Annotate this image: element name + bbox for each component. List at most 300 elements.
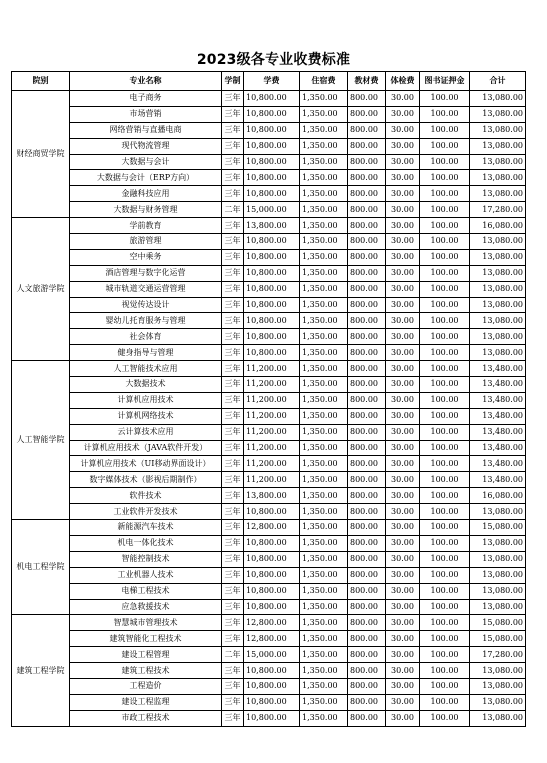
- cell-checkup: 30.00: [386, 106, 420, 122]
- cell-checkup: 30.00: [386, 520, 420, 536]
- table-row: [12, 472, 526, 488]
- college-name: 机电工程学院: [12, 520, 70, 615]
- table-row: [12, 361, 526, 377]
- cell-accommodation: 1,350.00: [300, 456, 348, 472]
- cell-library-deposit: 100.00: [420, 424, 470, 440]
- table-row: [12, 710, 526, 726]
- cell-total: 13,080.00: [470, 265, 526, 281]
- cell-major: 新能源汽车技术: [70, 520, 222, 536]
- cell-tuition: 11,200.00: [244, 424, 300, 440]
- table-row: [12, 583, 526, 599]
- cell-years: 三年: [222, 106, 244, 122]
- cell-checkup: 30.00: [386, 440, 420, 456]
- cell-total: 13,080.00: [470, 91, 526, 107]
- cell-major: 智慧城市管理技术: [70, 615, 222, 631]
- cell-textbook: 800.00: [348, 154, 386, 170]
- cell-library-deposit: 100.00: [420, 408, 470, 424]
- cell-checkup: 30.00: [386, 678, 420, 694]
- cell-years: 三年: [222, 583, 244, 599]
- cell-tuition: 10,800.00: [244, 663, 300, 679]
- cell-total: 13,480.00: [470, 424, 526, 440]
- cell-checkup: 30.00: [386, 615, 420, 631]
- cell-major: 云计算技术应用: [70, 424, 222, 440]
- table-row: [12, 694, 526, 710]
- cell-major: 智能控制技术: [70, 551, 222, 567]
- table-row: [12, 567, 526, 583]
- cell-total: 13,080.00: [470, 234, 526, 250]
- cell-major: 机电一体化技术: [70, 535, 222, 551]
- cell-checkup: 30.00: [386, 456, 420, 472]
- cell-textbook: 800.00: [348, 392, 386, 408]
- cell-accommodation: 1,350.00: [300, 694, 348, 710]
- cell-accommodation: 1,350.00: [300, 377, 348, 393]
- cell-accommodation: 1,350.00: [300, 265, 348, 281]
- cell-major: 健身指导与管理: [70, 345, 222, 361]
- cell-textbook: 800.00: [348, 599, 386, 615]
- cell-checkup: 30.00: [386, 392, 420, 408]
- cell-checkup: 30.00: [386, 202, 420, 218]
- cell-library-deposit: 100.00: [420, 313, 470, 329]
- cell-accommodation: 1,350.00: [300, 202, 348, 218]
- cell-checkup: 30.00: [386, 186, 420, 202]
- cell-textbook: 800.00: [348, 329, 386, 345]
- cell-major: 计算机应用技术（UI移动界面设计）: [70, 456, 222, 472]
- cell-checkup: 30.00: [386, 154, 420, 170]
- cell-major: 酒店管理与数字化运营: [70, 265, 222, 281]
- cell-years: 三年: [222, 218, 244, 234]
- cell-textbook: 800.00: [348, 122, 386, 138]
- cell-total: 13,080.00: [470, 122, 526, 138]
- cell-major: 软件技术: [70, 488, 222, 504]
- cell-library-deposit: 100.00: [420, 456, 470, 472]
- table-row: [12, 265, 526, 281]
- cell-major: 数字媒体技术（影视后期制作）: [70, 472, 222, 488]
- cell-tuition: 11,200.00: [244, 408, 300, 424]
- cell-major: 应急救援技术: [70, 599, 222, 615]
- cell-total: 13,080.00: [470, 281, 526, 297]
- cell-textbook: 800.00: [348, 647, 386, 663]
- cell-checkup: 30.00: [386, 504, 420, 520]
- cell-textbook: 800.00: [348, 535, 386, 551]
- cell-tuition: 10,800.00: [244, 281, 300, 297]
- cell-years: 二年: [222, 647, 244, 663]
- cell-years: 三年: [222, 551, 244, 567]
- cell-tuition: 12,800.00: [244, 631, 300, 647]
- table-row: [12, 122, 526, 138]
- cell-accommodation: 1,350.00: [300, 345, 348, 361]
- cell-tuition: 10,800.00: [244, 106, 300, 122]
- cell-total: 13,080.00: [470, 313, 526, 329]
- cell-tuition: 10,800.00: [244, 122, 300, 138]
- cell-library-deposit: 100.00: [420, 472, 470, 488]
- cell-library-deposit: 100.00: [420, 281, 470, 297]
- cell-checkup: 30.00: [386, 663, 420, 679]
- cell-major: 工业软件开发技术: [70, 504, 222, 520]
- table-row: [12, 615, 526, 631]
- col-header-years: 学制: [222, 72, 244, 91]
- cell-total: 13,080.00: [470, 154, 526, 170]
- cell-textbook: 800.00: [348, 234, 386, 250]
- table-row: [12, 170, 526, 186]
- cell-major: 大数据技术: [70, 377, 222, 393]
- cell-textbook: 800.00: [348, 218, 386, 234]
- cell-years: 三年: [222, 424, 244, 440]
- cell-major: 金融科技应用: [70, 186, 222, 202]
- cell-major: 空中乘务: [70, 249, 222, 265]
- cell-total: 15,080.00: [470, 615, 526, 631]
- cell-years: 三年: [222, 313, 244, 329]
- cell-library-deposit: 100.00: [420, 249, 470, 265]
- cell-total: 13,080.00: [470, 106, 526, 122]
- table-row: [12, 408, 526, 424]
- cell-years: 三年: [222, 122, 244, 138]
- cell-tuition: 10,800.00: [244, 567, 300, 583]
- cell-library-deposit: 100.00: [420, 91, 470, 107]
- cell-total: 13,080.00: [470, 329, 526, 345]
- cell-checkup: 30.00: [386, 710, 420, 726]
- cell-major: 婴幼儿托育服务与管理: [70, 313, 222, 329]
- cell-accommodation: 1,350.00: [300, 488, 348, 504]
- cell-checkup: 30.00: [386, 122, 420, 138]
- cell-total: 13,080.00: [470, 249, 526, 265]
- cell-accommodation: 1,350.00: [300, 535, 348, 551]
- cell-years: 二年: [222, 202, 244, 218]
- cell-accommodation: 1,350.00: [300, 138, 348, 154]
- cell-library-deposit: 100.00: [420, 361, 470, 377]
- cell-accommodation: 1,350.00: [300, 186, 348, 202]
- cell-accommodation: 1,350.00: [300, 392, 348, 408]
- cell-textbook: 800.00: [348, 313, 386, 329]
- cell-accommodation: 1,350.00: [300, 329, 348, 345]
- cell-library-deposit: 100.00: [420, 106, 470, 122]
- cell-tuition: 11,200.00: [244, 456, 300, 472]
- cell-checkup: 30.00: [386, 488, 420, 504]
- cell-library-deposit: 100.00: [420, 202, 470, 218]
- cell-years: 三年: [222, 567, 244, 583]
- cell-total: 13,080.00: [470, 345, 526, 361]
- cell-textbook: 800.00: [348, 186, 386, 202]
- cell-textbook: 800.00: [348, 361, 386, 377]
- table-row: [12, 647, 526, 663]
- cell-major: 建设工程管理: [70, 647, 222, 663]
- cell-years: 三年: [222, 615, 244, 631]
- cell-checkup: 30.00: [386, 265, 420, 281]
- cell-accommodation: 1,350.00: [300, 631, 348, 647]
- cell-tuition: 10,800.00: [244, 154, 300, 170]
- table-row: [12, 202, 526, 218]
- cell-checkup: 30.00: [386, 281, 420, 297]
- table-row: [12, 281, 526, 297]
- cell-major: 计算机应用技术: [70, 392, 222, 408]
- cell-years: 三年: [222, 138, 244, 154]
- cell-textbook: 800.00: [348, 456, 386, 472]
- table-row: [12, 313, 526, 329]
- col-header-accommodation: 住宿费: [300, 72, 348, 91]
- cell-tuition: 13,800.00: [244, 218, 300, 234]
- table-row: [12, 106, 526, 122]
- cell-accommodation: 1,350.00: [300, 218, 348, 234]
- college-name: 财经商贸学院: [12, 91, 70, 218]
- cell-textbook: 800.00: [348, 297, 386, 313]
- cell-tuition: 11,200.00: [244, 472, 300, 488]
- cell-years: 三年: [222, 456, 244, 472]
- cell-tuition: 10,800.00: [244, 678, 300, 694]
- cell-checkup: 30.00: [386, 249, 420, 265]
- cell-years: 三年: [222, 663, 244, 679]
- cell-total: 13,480.00: [470, 408, 526, 424]
- cell-library-deposit: 100.00: [420, 122, 470, 138]
- cell-textbook: 800.00: [348, 170, 386, 186]
- cell-years: 三年: [222, 520, 244, 536]
- cell-library-deposit: 100.00: [420, 377, 470, 393]
- cell-checkup: 30.00: [386, 551, 420, 567]
- cell-years: 三年: [222, 710, 244, 726]
- table-row: [12, 663, 526, 679]
- table-row: [12, 456, 526, 472]
- cell-total: 13,080.00: [470, 297, 526, 313]
- cell-total: 13,080.00: [470, 599, 526, 615]
- table-row: [12, 297, 526, 313]
- cell-textbook: 800.00: [348, 631, 386, 647]
- table-row: [12, 345, 526, 361]
- cell-major: 电子商务: [70, 91, 222, 107]
- cell-checkup: 30.00: [386, 631, 420, 647]
- cell-major: 建设工程监理: [70, 694, 222, 710]
- cell-total: 13,080.00: [470, 138, 526, 154]
- cell-tuition: 10,800.00: [244, 535, 300, 551]
- cell-library-deposit: 100.00: [420, 234, 470, 250]
- cell-library-deposit: 100.00: [420, 599, 470, 615]
- cell-years: 三年: [222, 599, 244, 615]
- cell-years: 三年: [222, 678, 244, 694]
- cell-checkup: 30.00: [386, 297, 420, 313]
- cell-years: 三年: [222, 281, 244, 297]
- cell-major: 大数据与财务管理: [70, 202, 222, 218]
- cell-total: 13,480.00: [470, 377, 526, 393]
- col-header-college: 院别: [12, 72, 70, 91]
- cell-major: 电梯工程技术: [70, 583, 222, 599]
- cell-total: 13,480.00: [470, 361, 526, 377]
- col-header-textbook: 教材费: [348, 72, 386, 91]
- cell-tuition: 11,200.00: [244, 361, 300, 377]
- col-header-total: 合计: [470, 72, 526, 91]
- cell-accommodation: 1,350.00: [300, 170, 348, 186]
- cell-library-deposit: 100.00: [420, 551, 470, 567]
- table-row: [12, 440, 526, 456]
- cell-years: 三年: [222, 297, 244, 313]
- cell-tuition: 10,800.00: [244, 170, 300, 186]
- cell-checkup: 30.00: [386, 377, 420, 393]
- cell-total: 13,080.00: [470, 186, 526, 202]
- cell-checkup: 30.00: [386, 170, 420, 186]
- cell-textbook: 800.00: [348, 567, 386, 583]
- cell-accommodation: 1,350.00: [300, 281, 348, 297]
- cell-checkup: 30.00: [386, 408, 420, 424]
- table-row: [12, 424, 526, 440]
- cell-textbook: 800.00: [348, 408, 386, 424]
- cell-checkup: 30.00: [386, 599, 420, 615]
- cell-textbook: 800.00: [348, 281, 386, 297]
- cell-accommodation: 1,350.00: [300, 424, 348, 440]
- table-row: [12, 488, 526, 504]
- cell-checkup: 30.00: [386, 234, 420, 250]
- cell-checkup: 30.00: [386, 694, 420, 710]
- cell-tuition: 15,000.00: [244, 202, 300, 218]
- cell-major: 社会体育: [70, 329, 222, 345]
- cell-checkup: 30.00: [386, 472, 420, 488]
- cell-checkup: 30.00: [386, 91, 420, 107]
- cell-years: 三年: [222, 472, 244, 488]
- cell-textbook: 800.00: [348, 551, 386, 567]
- cell-accommodation: 1,350.00: [300, 106, 348, 122]
- cell-years: 三年: [222, 535, 244, 551]
- cell-tuition: 10,800.00: [244, 249, 300, 265]
- cell-tuition: 10,800.00: [244, 710, 300, 726]
- cell-tuition: 10,800.00: [244, 329, 300, 345]
- cell-accommodation: 1,350.00: [300, 678, 348, 694]
- cell-library-deposit: 100.00: [420, 567, 470, 583]
- cell-textbook: 800.00: [348, 520, 386, 536]
- page-title: 2023级各专业收费标准: [196, 52, 351, 68]
- cell-checkup: 30.00: [386, 583, 420, 599]
- cell-textbook: 800.00: [348, 377, 386, 393]
- cell-years: 三年: [222, 265, 244, 281]
- cell-checkup: 30.00: [386, 361, 420, 377]
- cell-accommodation: 1,350.00: [300, 472, 348, 488]
- cell-textbook: 800.00: [348, 106, 386, 122]
- cell-checkup: 30.00: [386, 567, 420, 583]
- cell-library-deposit: 100.00: [420, 535, 470, 551]
- col-header-major: 专业名称: [70, 72, 222, 91]
- cell-checkup: 30.00: [386, 218, 420, 234]
- cell-tuition: 10,800.00: [244, 234, 300, 250]
- cell-total: 13,480.00: [470, 456, 526, 472]
- cell-years: 三年: [222, 154, 244, 170]
- cell-major: 工业机器人技术: [70, 567, 222, 583]
- cell-major: 建筑智能化工程技术: [70, 631, 222, 647]
- table-row: [12, 377, 526, 393]
- cell-tuition: 13,800.00: [244, 488, 300, 504]
- cell-total: 17,280.00: [470, 202, 526, 218]
- college-name: 人工智能学院: [12, 361, 70, 520]
- cell-tuition: 10,800.00: [244, 91, 300, 107]
- cell-total: 13,080.00: [470, 583, 526, 599]
- cell-textbook: 800.00: [348, 615, 386, 631]
- cell-total: 13,080.00: [470, 170, 526, 186]
- cell-library-deposit: 100.00: [420, 678, 470, 694]
- cell-checkup: 30.00: [386, 345, 420, 361]
- cell-library-deposit: 100.00: [420, 440, 470, 456]
- cell-total: 13,480.00: [470, 440, 526, 456]
- cell-years: 三年: [222, 361, 244, 377]
- cell-accommodation: 1,350.00: [300, 91, 348, 107]
- cell-library-deposit: 100.00: [420, 504, 470, 520]
- cell-library-deposit: 100.00: [420, 520, 470, 536]
- table-row: [12, 154, 526, 170]
- cell-tuition: 10,800.00: [244, 583, 300, 599]
- college-name: 建筑工程学院: [12, 615, 70, 726]
- cell-accommodation: 1,350.00: [300, 234, 348, 250]
- cell-years: 三年: [222, 440, 244, 456]
- cell-library-deposit: 100.00: [420, 186, 470, 202]
- cell-major: 市场营销: [70, 106, 222, 122]
- cell-library-deposit: 100.00: [420, 710, 470, 726]
- cell-total: 13,480.00: [470, 472, 526, 488]
- cell-accommodation: 1,350.00: [300, 520, 348, 536]
- cell-total: 13,080.00: [470, 504, 526, 520]
- cell-textbook: 800.00: [348, 504, 386, 520]
- cell-accommodation: 1,350.00: [300, 504, 348, 520]
- cell-tuition: 10,800.00: [244, 504, 300, 520]
- cell-accommodation: 1,350.00: [300, 567, 348, 583]
- cell-tuition: 15,000.00: [244, 647, 300, 663]
- cell-tuition: 11,200.00: [244, 377, 300, 393]
- cell-accommodation: 1,350.00: [300, 154, 348, 170]
- cell-accommodation: 1,350.00: [300, 297, 348, 313]
- cell-major: 计算机网络技术: [70, 408, 222, 424]
- cell-library-deposit: 100.00: [420, 154, 470, 170]
- cell-tuition: 10,800.00: [244, 551, 300, 567]
- cell-years: 三年: [222, 345, 244, 361]
- cell-years: 三年: [222, 408, 244, 424]
- cell-accommodation: 1,350.00: [300, 122, 348, 138]
- cell-total: 16,080.00: [470, 218, 526, 234]
- cell-major: 建筑工程技术: [70, 663, 222, 679]
- cell-textbook: 800.00: [348, 424, 386, 440]
- cell-tuition: 11,200.00: [244, 392, 300, 408]
- cell-total: 13,080.00: [470, 678, 526, 694]
- cell-total: 13,080.00: [470, 567, 526, 583]
- cell-years: 三年: [222, 504, 244, 520]
- cell-major: 现代物流管理: [70, 138, 222, 154]
- table-row: [12, 551, 526, 567]
- cell-accommodation: 1,350.00: [300, 663, 348, 679]
- cell-library-deposit: 100.00: [420, 631, 470, 647]
- cell-years: 三年: [222, 186, 244, 202]
- cell-accommodation: 1,350.00: [300, 710, 348, 726]
- cell-accommodation: 1,350.00: [300, 440, 348, 456]
- table-row: [12, 234, 526, 250]
- cell-library-deposit: 100.00: [420, 615, 470, 631]
- cell-library-deposit: 100.00: [420, 663, 470, 679]
- cell-total: 15,080.00: [470, 631, 526, 647]
- table-row: [12, 186, 526, 202]
- cell-tuition: 10,800.00: [244, 265, 300, 281]
- cell-years: 三年: [222, 694, 244, 710]
- cell-total: 16,080.00: [470, 488, 526, 504]
- cell-total: 13,080.00: [470, 710, 526, 726]
- table-row: [12, 631, 526, 647]
- cell-library-deposit: 100.00: [420, 329, 470, 345]
- cell-accommodation: 1,350.00: [300, 408, 348, 424]
- fee-table: [11, 71, 526, 727]
- cell-major: 大数据与会计（ERP方向）: [70, 170, 222, 186]
- cell-library-deposit: 100.00: [420, 345, 470, 361]
- cell-major: 大数据与会计: [70, 154, 222, 170]
- cell-tuition: 12,800.00: [244, 615, 300, 631]
- header-row: [12, 72, 526, 91]
- cell-checkup: 30.00: [386, 535, 420, 551]
- cell-major: 计算机应用技术（JAVA软件开发）: [70, 440, 222, 456]
- cell-accommodation: 1,350.00: [300, 647, 348, 663]
- cell-tuition: 11,200.00: [244, 440, 300, 456]
- cell-library-deposit: 100.00: [420, 647, 470, 663]
- cell-years: 三年: [222, 91, 244, 107]
- table-row: [12, 138, 526, 154]
- cell-tuition: 10,800.00: [244, 313, 300, 329]
- cell-years: 三年: [222, 249, 244, 265]
- cell-textbook: 800.00: [348, 265, 386, 281]
